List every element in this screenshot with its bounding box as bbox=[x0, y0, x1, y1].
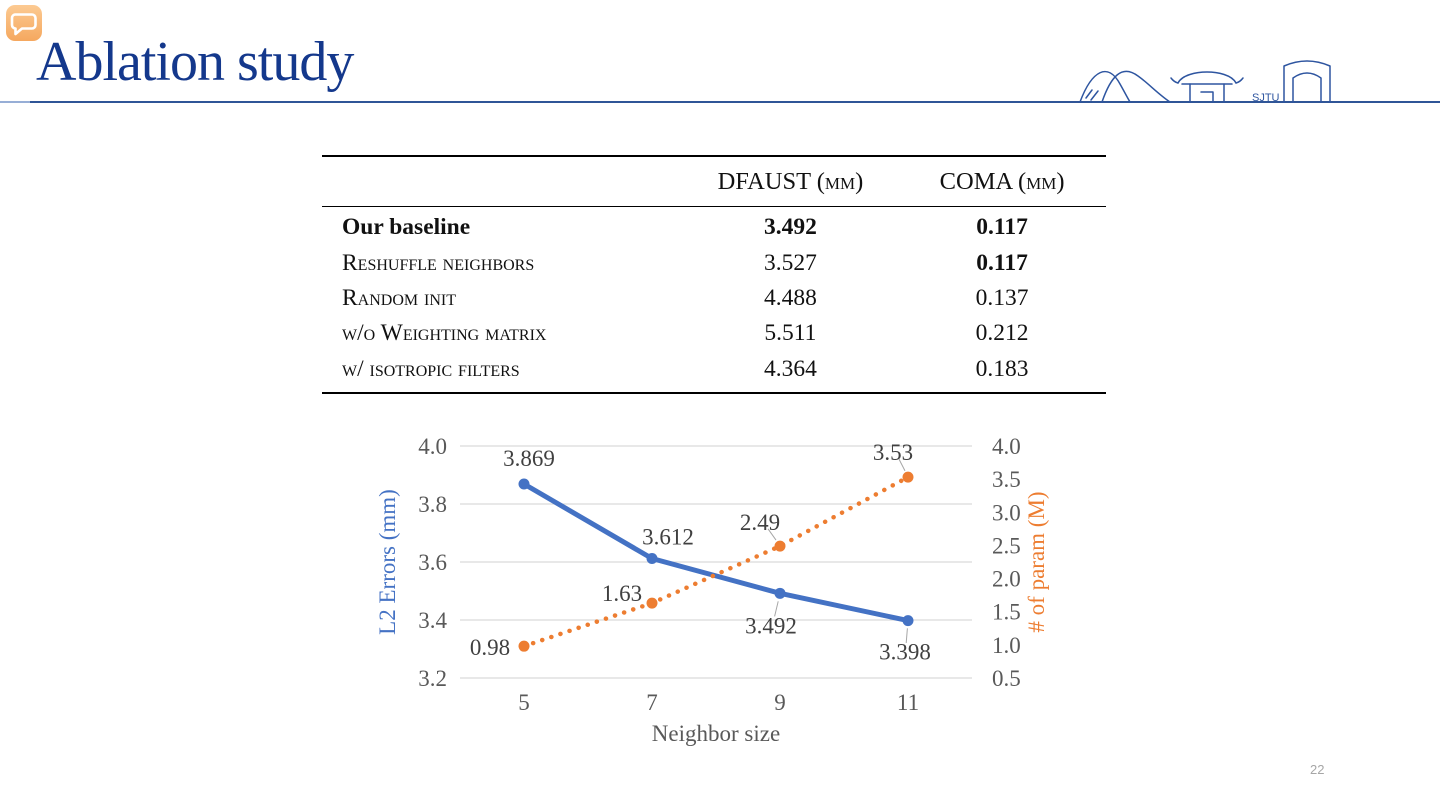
table-bottom-rule bbox=[322, 392, 1106, 394]
data-point-label: 0.98 bbox=[469, 635, 511, 661]
data-point-marker bbox=[775, 541, 786, 552]
data-point-marker bbox=[903, 615, 914, 626]
row-label: w/o Weighting matrix bbox=[342, 320, 547, 347]
gate-roof bbox=[1178, 72, 1236, 83]
data-point-label: 3.492 bbox=[745, 613, 797, 639]
page-title: Ablation study bbox=[36, 31, 354, 93]
left-axis-tick: 3.2 bbox=[418, 666, 447, 691]
left-axis-title: L2 Errors (mm) bbox=[375, 489, 400, 635]
table-header-coma: COMA (mm) bbox=[939, 167, 1065, 195]
cell-coma: 0.212 bbox=[975, 320, 1029, 347]
cell-dfaust: 3.527 bbox=[763, 249, 817, 276]
table-row bbox=[322, 352, 1106, 387]
table-body bbox=[322, 207, 1106, 392]
data-point-label: 3.53 bbox=[872, 440, 914, 466]
table-header-row bbox=[322, 157, 1106, 206]
data-point-label: 2.49 bbox=[739, 510, 781, 536]
right-axis-tick: 2.5 bbox=[992, 533, 1021, 559]
sjtu-skyline-logo bbox=[1078, 50, 1336, 103]
data-point-label: 3.398 bbox=[879, 639, 931, 665]
right-axis-title: # of param (M) bbox=[1024, 491, 1049, 633]
right-axis-tick: 1.5 bbox=[992, 599, 1021, 625]
data-point-marker bbox=[903, 472, 914, 483]
title-rule-light-segment bbox=[0, 101, 30, 103]
table-header-dfaust: DFAUST (mm) bbox=[717, 167, 864, 195]
left-axis-tick: 3.4 bbox=[418, 608, 447, 633]
row-label: Reshuffle neighbors bbox=[342, 249, 535, 276]
right-axis-tick: 1.0 bbox=[992, 632, 1021, 658]
left-axis-tick: 4.0 bbox=[418, 434, 447, 459]
table-row bbox=[322, 245, 1106, 280]
left-axis-tick: 3.6 bbox=[418, 550, 447, 575]
x-axis-tick: 7 bbox=[646, 690, 658, 715]
x-axis-tick: 11 bbox=[896, 690, 920, 715]
left-axis-tick: 3.8 bbox=[418, 492, 447, 517]
cell-coma: 0.137 bbox=[975, 284, 1029, 311]
data-point-marker bbox=[519, 478, 530, 489]
bridge-arch-right bbox=[1102, 71, 1170, 102]
right-axis-tick: 0.5 bbox=[992, 666, 1021, 691]
cell-coma: 0.183 bbox=[975, 355, 1029, 382]
table-row bbox=[322, 210, 1106, 245]
cell-dfaust: 3.492 bbox=[763, 214, 817, 241]
table-row bbox=[322, 316, 1106, 351]
right-axis-tick: 2.0 bbox=[992, 566, 1021, 592]
data-point-label: 1.63 bbox=[601, 581, 643, 607]
data-point-marker bbox=[647, 553, 658, 564]
bridge-arch-left bbox=[1080, 72, 1130, 102]
row-label: Random init bbox=[342, 284, 456, 311]
right-axis-tick: 3.0 bbox=[992, 500, 1021, 526]
logo-text: SJTU bbox=[1252, 92, 1280, 103]
row-label: w/ isotropic filters bbox=[342, 355, 520, 382]
data-point-marker bbox=[647, 598, 658, 609]
cell-dfaust: 5.511 bbox=[764, 320, 817, 347]
right-axis-tick: 4.0 bbox=[992, 434, 1021, 459]
cell-dfaust: 4.488 bbox=[763, 284, 817, 311]
arch-inner bbox=[1293, 73, 1321, 102]
right-axis-tick: 3.5 bbox=[992, 467, 1021, 493]
ablation-table bbox=[322, 155, 1106, 394]
cell-coma: 0.117 bbox=[976, 214, 1028, 241]
page-number: 22 bbox=[1310, 762, 1325, 777]
row-label: Our baseline bbox=[342, 214, 471, 241]
arch-outer bbox=[1284, 61, 1330, 102]
bridge-hatch bbox=[1086, 90, 1098, 100]
cell-coma: 0.117 bbox=[976, 249, 1028, 276]
ablation-line-chart bbox=[370, 415, 1060, 765]
data-point-label: 3.612 bbox=[642, 524, 694, 550]
gate-door bbox=[1201, 92, 1213, 102]
data-point-marker bbox=[519, 641, 530, 652]
cell-dfaust: 4.364 bbox=[763, 355, 817, 382]
table-row bbox=[322, 281, 1106, 316]
data-point-marker bbox=[775, 588, 786, 599]
gate-legs bbox=[1190, 84, 1224, 102]
data-point-label: 3.869 bbox=[503, 445, 555, 471]
x-axis-tick: 5 bbox=[518, 690, 530, 715]
x-axis-title: Neighbor size bbox=[651, 721, 781, 746]
x-axis-tick: 9 bbox=[774, 690, 786, 715]
